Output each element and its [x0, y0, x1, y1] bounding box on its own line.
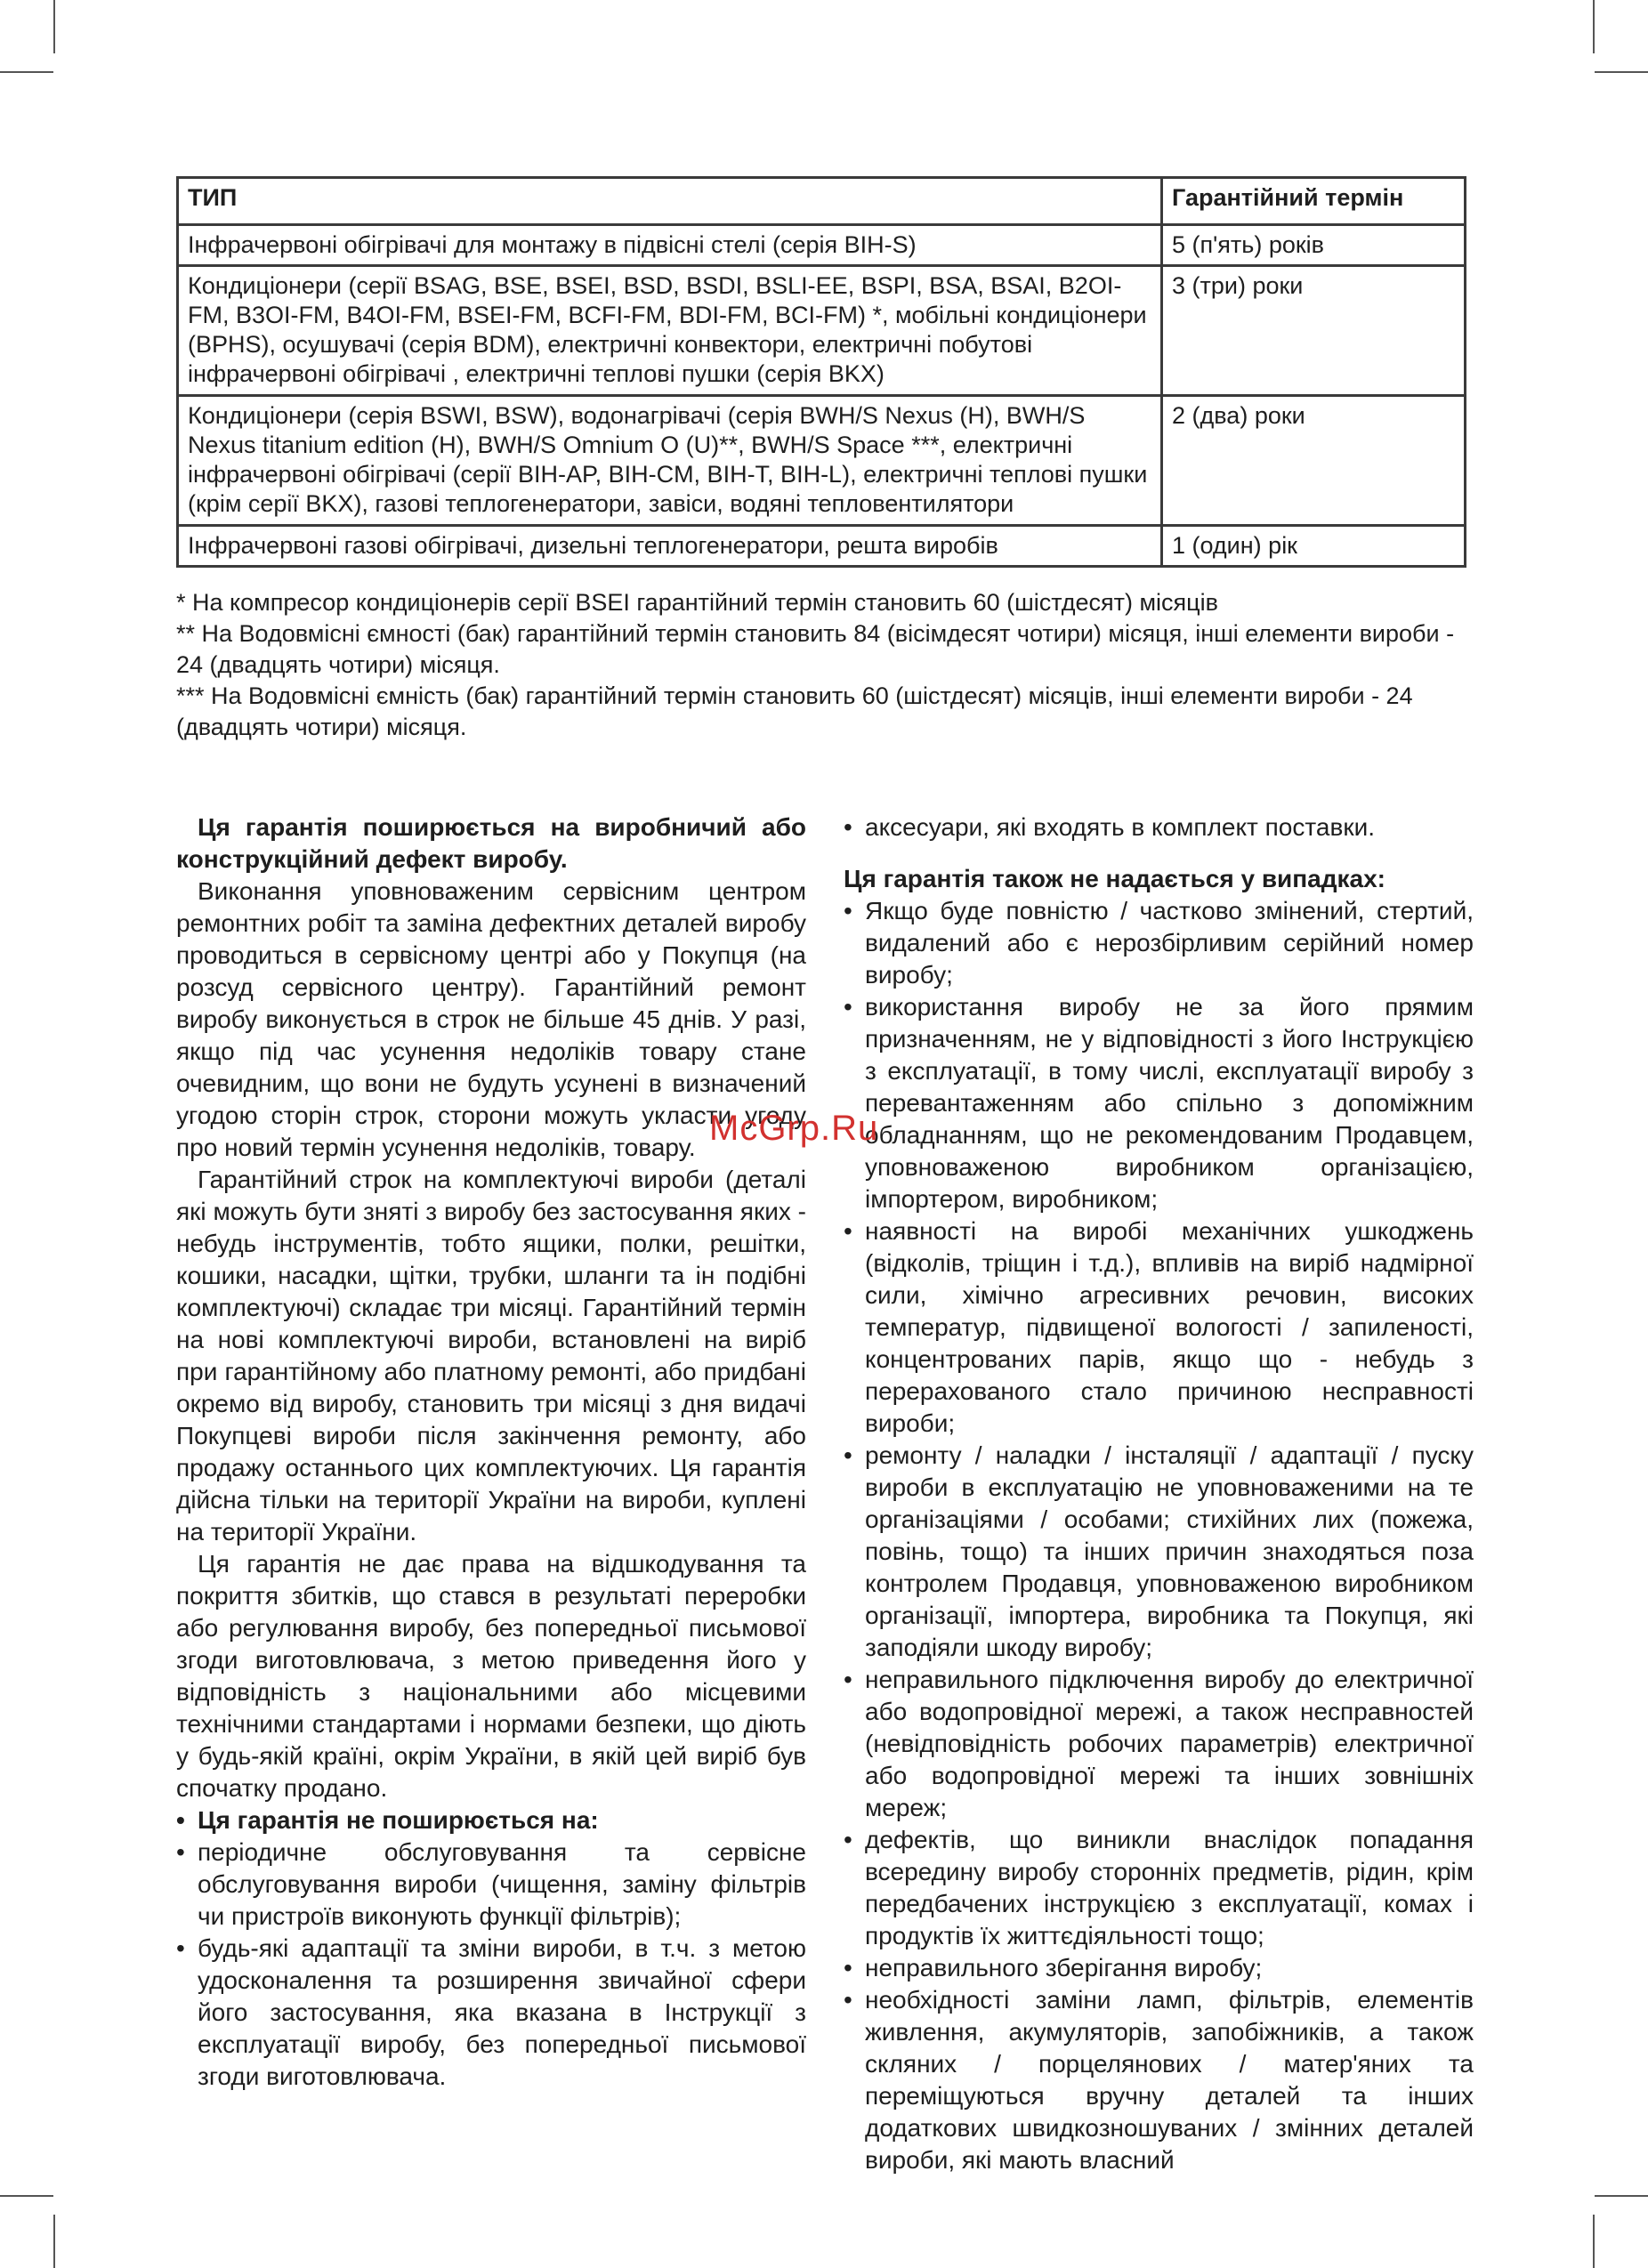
crop-mark [1595, 71, 1648, 73]
crop-mark [1593, 0, 1595, 53]
paragraph: Ця гарантія не дає права на відшкодування та покриття збитків, що стався в результаті переробки або регулювання виробу, без попередньої письмової згоди виготовлювача, з метою приведення його у відповідність з національними або місцевими технічними стандартами і нормами безпеки, що діють у будь-якій країні, окрім України, в якій цей виріб був спочатку продано. [176, 1550, 806, 1802]
column-header-term: Гарантійний термін [1162, 178, 1466, 225]
list-item: • неправильного зберігання виробу; [844, 1952, 1474, 1984]
list-item: • будь-які адаптації та зміни вироби, в т.ч. з метою удосконалення та розширення звичайної сфери його застосування, яка вказана в Інструкції з експлуатації виробу, без попередньої письмової згоди виготовлювача. [176, 1933, 806, 2093]
table-header-row [178, 178, 1466, 225]
crop-mark [1595, 2195, 1648, 2197]
row-type: Інфрачервоні обігрівачі для монтажу в підвісні стелі (серія BIH-S) [178, 225, 1162, 266]
paragraph: Гарантійний строк на комплектуючі вироби (деталі які можуть бути зняті з виробу без застосування яких - небудь інструментів, тобто ящики, полки, решітки, кошики, насадки, щітки, трубки, шланги та ін подібні комплектуючі) складає три місяці. Гарантійний термін на нові комплектуючі вироби, встановлені на виріб при гарантійному або платному ремонті, або придбані окремо від виробу, становить три місяці з дня видачі Покупцеві вироби після закінчення ремонту, або продажу останнього цих комплектуючих. Ця гарантія дійсна тільки на території України на вироби, куплені на території України. [176, 1166, 806, 1546]
exclusions-list-continued [844, 811, 1474, 843]
list-item: • неправильного підключення виробу до електричної або водопровідної мережі, а також несправностей (невідповідність робочих параметрів) електричної або водопровідної мережі та інших зовнішніх мереж; [844, 1664, 1474, 1824]
section-heading: Ця гарантія також не надається у випадках: [844, 865, 1385, 892]
list-item: • необхідності заміни ламп, фільтрів, елементів живлення, акумуляторів, запобіжників, а також скляних / порцелянових / матер'яних та переміщуються вручну деталей та інших додаткових швидкозношуваних / змінних деталей вироби, які мають власний [844, 1984, 1474, 2176]
watermark: McGrp.Ru [709, 1109, 879, 1148]
list-item: • наявності на виробі механічних ушкоджень (відколів, тріщин і т.д.), впливів на виріб надмірної сили, хімічно агресивних речовин, високих температур, підвищеної вологості / запиленості, концентрованих парів, якщо що - небудь з перерахованого стало причиною несправності вироби; [844, 1215, 1474, 1440]
row-type: Кондиціонери (серії BSAG, BSE, BSEI, BSD, BSDI, BSLI-EE, BSPI, BSA, BSAI, B2OI-FM, B3OI-FM, B4OI-FM, BSEI-FM, BCFI-FM, BDI-FM, BCI-FM) *, мобільні кондиціонери (BPHS), осушувачі (серія BDM), електричні конвектори, електричні побутові інфрачервоні обігрівачі , електричні теплові пушки (серія BKX) [178, 266, 1162, 396]
exclusions-list [176, 1836, 806, 2093]
list-heading: • Ця гарантія не поширюється на: [176, 1804, 806, 1836]
list-item: • аксесуари, які входять в комплект поставки. [844, 811, 1474, 843]
footnotes [176, 587, 1475, 743]
cases-list [844, 895, 1474, 2176]
left-column [176, 811, 806, 2093]
crop-mark [53, 0, 55, 53]
row-term: 5 (п'ять) років [1162, 225, 1466, 266]
row-term: 3 (три) роки [1162, 266, 1466, 396]
row-type: Інфрачервоні газові обігрівачі, дизельні теплогенератори, решта виробів [178, 526, 1162, 567]
paragraph: Виконання уповноваженим сервісним центром ремонтних робіт та заміна дефектних деталей виробу проводиться в сервісному центрі або у Покупця (на розсуд сервісного центру). Гарантійний ремонт виробу виконується в строк не більше 45 днів. У разі, якщо під час усунення недоліків товару стане очевидним, що вони не будуть усунені в визначений угодою сторін строк, сторони можуть укласти угоду про новий термін усунення недоліків, товару. [176, 877, 806, 1161]
right-column [844, 811, 1474, 2176]
footnote: *** На Водовмісні ємність (бак) гарантійний термін становить 60 (шістдесят) місяців, інші елементи вироби - 24 (двадцять чотири) місяця. [176, 682, 1413, 740]
table-row [178, 396, 1466, 526]
list-item: • періодичне обслуговування та сервісне обслуговування вироби (чищення, заміну фільтрів чи пристроїв виконують функції фільтрів); [176, 1836, 806, 1933]
table-row [178, 526, 1466, 567]
table-row [178, 266, 1466, 396]
list-item: • дефектів, що виникли внаслідок попадання всередину виробу сторонніх предметів, рідин, крім передбачених інструкцією з експлуатації, комах і продуктів їх життєдіяльності тощо; [844, 1824, 1474, 1952]
list-item: • Якщо буде повністю / частково змінений, стертий, видалений або є нерозбірливим серійний номер виробу; [844, 895, 1474, 991]
warranty-table [176, 176, 1466, 568]
crop-mark [0, 2195, 53, 2197]
list-item: • ремонту / наладки / інсталяції / адаптації / пуску вироби в експлуатацію не уповноваженими на те організаціями / особами; стихійних лих (пожежа, повінь, тощо) та інших причин знаходяться поза контролем Продавця, уповноваженою виробником організації, імпортера, виробника та Покупця, які заподіяли шкоду виробу; [844, 1440, 1474, 1664]
row-type: Кондиціонери (серія BSWI, BSW), водонагрівачі (серія BWH/S Nexus (H), BWH/S Nexus titanium edition (H), BWH/S Omnium O (U)**, BWH/S Space ***, електричні інфрачервоні обігрівачі (серії BIH-AP, BIH-CM, BIH-T, BIH-L), електричні теплові пушки (крім серії BKX), газові теплогенератори, завіси, водяні тепловентилятори [178, 396, 1162, 526]
table-row [178, 225, 1466, 266]
row-term: 1 (один) рік [1162, 526, 1466, 567]
footnote: ** На Водовмісні ємності (бак) гарантійний термін становить 84 (вісімдесят чотири) місяця, інші елементи вироби - 24 (двадцять чотири) місяця. [176, 620, 1455, 678]
row-term: 2 (два) роки [1162, 396, 1466, 526]
crop-mark [53, 2215, 55, 2268]
footnote: * На компресор кондиціонерів серії BSEI гарантійний термін становить 60 (шістдесят) місяців [176, 589, 1218, 616]
crop-mark [0, 71, 53, 73]
section-heading: Ця гарантія поширюється на виробничий або конструкційний дефект виробу. [176, 813, 806, 873]
crop-mark [1593, 2215, 1595, 2268]
list-item: • використання виробу не за його прямим призначенням, не у відповідності з його Інструкцією з експлуатації, в тому числі, експлуатації виробу з перевантаженням або спільно з допоміжним обладнанням, що не рекомендованим Продавцем, уповноваженою виробником організацією, імпортером, виробником; [844, 991, 1474, 1215]
column-header-type: ТИП [178, 178, 1162, 225]
